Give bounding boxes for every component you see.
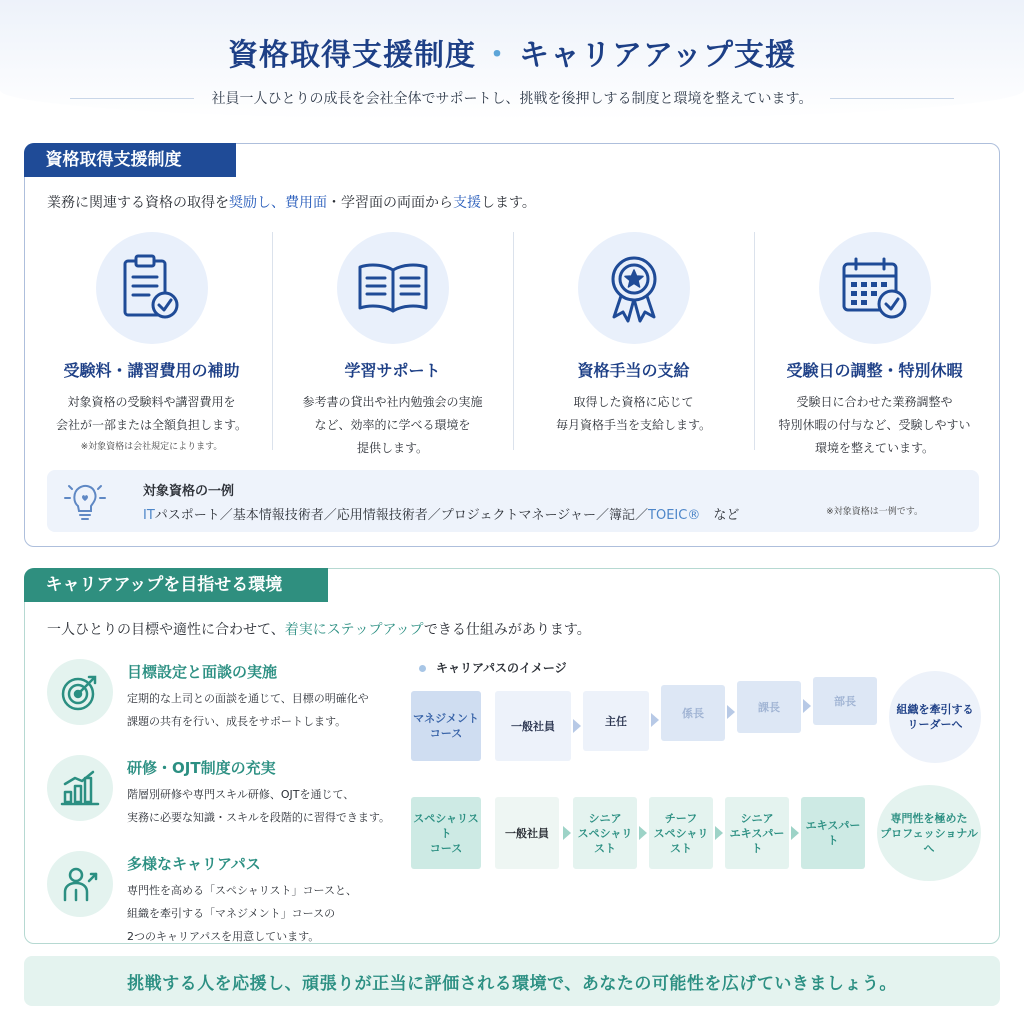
column-title: 受験料・講習費用の補助 (63, 361, 240, 380)
subtitle-rule-right (830, 98, 954, 99)
box-line: エキスパート (729, 826, 785, 855)
support-column-leave (754, 232, 995, 454)
desc-line: など、効率的に学べる環境を (314, 418, 471, 432)
lead-highlight: 着実にステップアップ (284, 622, 424, 638)
career-path-label-text: キャリアパスのイメージ (436, 661, 567, 675)
feature-title: 研修・OJT制度の充実 (127, 759, 276, 777)
desc-line: 受験日に合わせた業務調整や (796, 395, 953, 409)
examples-tail: など (700, 508, 740, 523)
desc-line: 取得した資格に応じて (573, 395, 694, 409)
section2-lead (47, 619, 591, 639)
subtitle-row (70, 88, 954, 108)
arrow-right-icon (715, 826, 723, 840)
page-subtitle: 社員一人ひとりの成長を会社全体でサポートし、挑戦を後押しする制度と環境を整えています。 (211, 91, 813, 107)
box-line: スペシャリスト (413, 811, 479, 840)
qualification-examples-box (47, 470, 979, 532)
box-line: シニア (588, 811, 622, 825)
column-description (513, 391, 754, 437)
column-title: 学習サポート (344, 361, 441, 380)
column-description (754, 391, 995, 460)
page-title (0, 30, 1024, 74)
lead-part: ・学習面の両面から (327, 195, 453, 211)
specialist-step-senior (573, 797, 637, 869)
box-line: チーフ (664, 811, 698, 825)
bullet-icon (419, 665, 426, 672)
feature-goal-setting (47, 659, 407, 745)
support-columns (31, 232, 995, 454)
lead-highlight: 奨励し、費用面 (229, 195, 327, 211)
desc-line: 提供します。 (356, 441, 429, 455)
desc-line: 定期的な上司との面談を通じて、目標の明確化や (127, 692, 369, 705)
management-step-department: 部長 (813, 677, 877, 725)
career-path-label (419, 659, 567, 676)
management-path (411, 681, 981, 791)
section1-tab: 資格取得支援制度 (24, 143, 236, 177)
management-goal (889, 671, 981, 763)
lightbulb-icon (61, 478, 109, 530)
feature-description (127, 687, 427, 733)
feature-description (127, 783, 427, 829)
desc-line: 対象資格の受験料や講習費用を (67, 395, 236, 409)
management-step-chief: 主任 (583, 691, 649, 751)
desc-line: 2つのキャリアパスを用意しています。 (127, 930, 320, 943)
arrow-right-icon (803, 699, 811, 713)
title-part-2: キャリアアップ支援 (519, 38, 796, 73)
column-description (31, 391, 272, 437)
column-title: 資格手当の支給 (577, 361, 690, 380)
examples-text: パスポート／基本情報技術者／応用情報技術者／プロジェクトマネージャー／簿記／ (154, 508, 649, 523)
goal-line: 組織を牽引する (896, 703, 974, 716)
lead-part: を (215, 195, 229, 211)
lead-part: 業務に関連する資格の取得 (47, 195, 215, 211)
bar-chart-icon (47, 755, 113, 821)
goal-line: 専門性を極めた (890, 811, 968, 825)
examples-note: ※対象資格は一例です。 (826, 507, 923, 517)
title-part-1: 資格取得支援制度 (228, 38, 477, 73)
column-note: ※対象資格は会社規定によります。 (80, 442, 223, 452)
award-ribbon-icon (578, 232, 690, 344)
arrow-right-icon (563, 826, 571, 840)
feature-description (127, 879, 427, 948)
section2-tab: キャリアアップを目指せる環境 (24, 568, 328, 602)
lead-part: 一人ひとりの目標や適性に合わせて、 (47, 622, 285, 638)
arrow-right-icon (791, 826, 799, 840)
management-course-box (411, 691, 481, 761)
desc-line: 課題の共有を行い、成長をサポートします。 (127, 715, 347, 728)
title-dot: ・ (482, 38, 514, 73)
open-book-icon (337, 232, 449, 344)
examples-list (143, 504, 739, 523)
column-description (272, 391, 513, 460)
calendar-check-icon (819, 232, 931, 344)
support-column-fee (31, 232, 272, 454)
specialist-step-general: 一般社員 (495, 797, 559, 869)
goal-line: プロフェッショナルへ (880, 826, 978, 855)
arrow-right-icon (651, 713, 659, 727)
lead-part: できる仕組みがあります。 (423, 622, 591, 638)
arrow-right-icon (727, 705, 735, 719)
support-column-allowance (513, 232, 754, 454)
specialist-path (411, 791, 981, 901)
specialist-goal (877, 785, 981, 881)
feature-title: 目標設定と面談の実施 (127, 663, 278, 681)
target-icon (47, 659, 113, 725)
specialist-step-chief (649, 797, 713, 869)
clipboard-check-icon (96, 232, 208, 344)
it-highlight: IT (143, 508, 155, 523)
box-line: コース (429, 841, 463, 855)
specialist-step-senior-expert (725, 797, 789, 869)
career-person-icon (47, 851, 113, 917)
arrow-right-icon (573, 719, 581, 733)
career-up-section (24, 568, 1000, 944)
desc-line: 毎月資格手当を支給します。 (555, 418, 712, 432)
closing-banner: 挑戦する人を応援し、頑張りが正当に評価される環境で、あなたの可能性を広げていきましょう。 (24, 956, 1000, 1006)
box-line: コース (429, 727, 463, 740)
toeic-highlight: TOEIC® (648, 508, 701, 523)
goal-line: リーダーへ (907, 718, 963, 731)
arrow-right-icon (639, 826, 647, 840)
examples-label: 対象資格の一例 (143, 484, 235, 499)
desc-line: 組織を牽引する「マネジメント」コースの (127, 907, 336, 920)
desc-line: 特別休暇の付与など、受験しやすい (778, 418, 971, 432)
desc-line: 環境を整えています。 (814, 441, 935, 455)
subtitle-rule-left (70, 98, 194, 99)
management-step-subsection: 係長 (661, 685, 725, 741)
desc-line: 参考書の貸出や社内勉強会の実施 (302, 395, 483, 409)
feature-title: 多様なキャリアパス (127, 855, 261, 873)
desc-line: 専門性を高める「スペシャリスト」コースと、 (127, 884, 358, 897)
desc-line: 会社が一部または全額負担します。 (55, 418, 248, 432)
lead-highlight: 支援 (453, 195, 481, 211)
management-step-general: 一般社員 (495, 691, 571, 761)
support-column-study (272, 232, 513, 454)
box-line: スペシャリスト (577, 826, 633, 855)
specialist-step-expert: エキスパート (801, 797, 865, 869)
column-title: 受験日の調整・特別休暇 (786, 361, 963, 380)
box-line: スペシャリスト (653, 826, 709, 855)
specialist-course-box (411, 797, 481, 869)
desc-line: 実務に必要な知識・スキルを段階的に習得できます。 (127, 811, 391, 824)
section1-lead (47, 192, 536, 212)
feature-training (47, 755, 407, 841)
desc-line: 階層別研修や専門スキル研修、OJTを通じて、 (127, 788, 355, 801)
lead-part: します。 (481, 195, 536, 211)
management-step-section: 課長 (737, 681, 801, 733)
feature-career-paths (47, 851, 407, 943)
box-line: シニア (740, 811, 774, 825)
box-line: マネジメント (413, 712, 479, 725)
qualification-support-section (24, 143, 1000, 547)
